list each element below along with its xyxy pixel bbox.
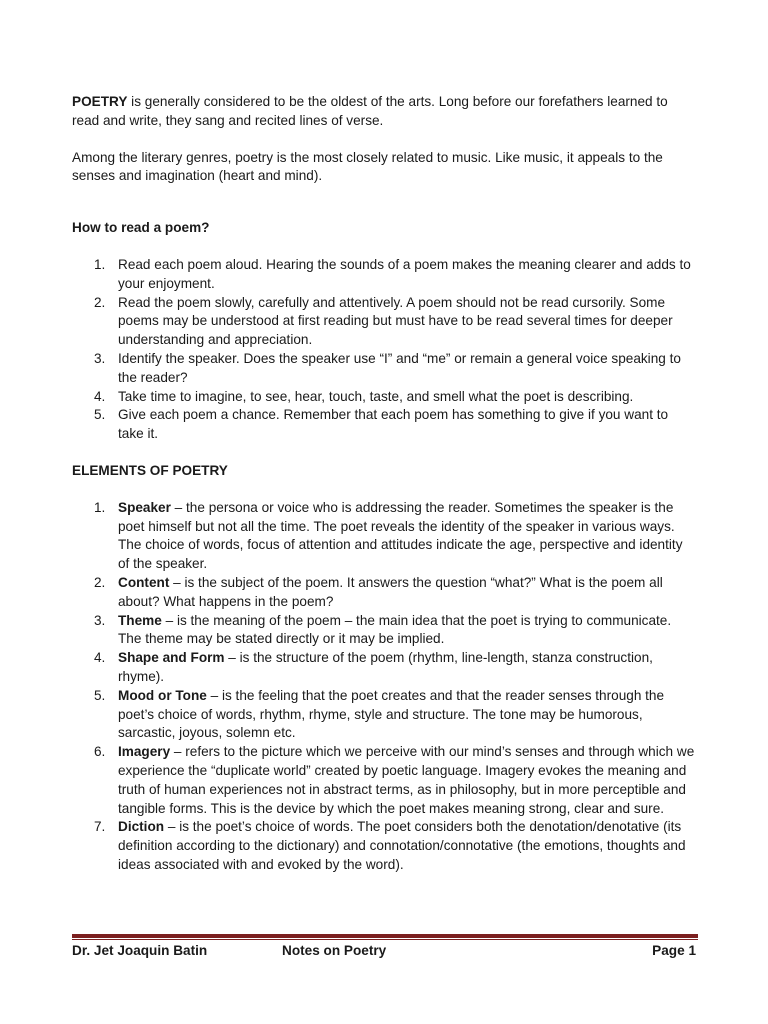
list-item [72, 350, 696, 388]
list-item [72, 406, 696, 444]
element-definition: – is the poet’s choice of words. The poet considers both the denotation/denotative (its definition according to the dictionary) and connotation/connotative (the emotions, thoughts and ideas associated with and evoked by the word). [118, 819, 686, 872]
footer-author: Dr. Jet Joaquin Batin [72, 943, 208, 958]
list-item-number: 4. [94, 388, 106, 404]
element-definition: – refers to the picture which we perceive with our mind’s senses and through which we experience the “duplicate world” created by poetic language. Imagery evokes the meaning and truth of human experiences not in abstract terms, as in philosophy, but in more perceptible and tangible forms. This is the device by which the poet makes meaning strong, clear and sure. [118, 744, 695, 816]
list-item-text: Identify the speaker. Does the speaker use “I” and “me” or remain a general voice speaking to the reader? [118, 350, 681, 385]
element-definition: – is the feeling that the poet creates and that the reader senses through the poet’s choice of words, rhythm, rhyme, style and structure. The tone may be humorous, sarcastic, joyous, solemn etc. [118, 687, 665, 741]
element-term: Content [118, 574, 170, 590]
element-definition: – is the subject of the poem. It answers the question “what?” What is the poem all about? What happens in the poem? [118, 574, 663, 609]
element-term: Shape and Form [118, 650, 225, 666]
list-item-text: Give each poem a chance. Remember that each poem has something to give if you want to take it. [118, 407, 669, 442]
intro-paragraph-1 [72, 93, 696, 131]
element-definition: – is the structure of the poem (rhythm, line-length, stanza construction, rhyme). [118, 650, 653, 684]
list-item [72, 388, 696, 407]
elements-list [72, 499, 696, 875]
footer-page-number: Page 1 [652, 943, 696, 958]
intro-paragraph-2: Among the literary genres, poetry is the most closely related to music. Like music, it appeals to the senses and imagination (heart and mind). [72, 149, 663, 184]
list-item-number: 5. [94, 407, 106, 423]
elements-heading: ELEMENTS OF POETRY [72, 462, 228, 478]
list-item [72, 256, 696, 294]
poetry-lead-word: POETRY [72, 94, 128, 109]
list-item-number: 3. [94, 612, 106, 628]
list-item-text: Take time to imagine, to see, hear, touch, taste, and smell what the poet is describing. [118, 388, 634, 404]
document-body [72, 93, 696, 875]
list-item-number: 2. [94, 294, 106, 310]
element-term: Theme [118, 612, 162, 628]
how-to-read-list [72, 256, 696, 444]
list-item [72, 687, 696, 743]
element-term: Imagery [118, 744, 171, 760]
list-item [72, 574, 696, 612]
list-item [72, 499, 696, 574]
list-item-number: 5. [94, 687, 106, 703]
list-item-number: 4. [94, 650, 106, 666]
element-definition: – is the meaning of the poem – the main idea that the poet is trying to communicate. The theme may be stated directly or it may be implied. [118, 612, 672, 647]
footer-rule [72, 934, 698, 938]
list-item-number: 7. [94, 819, 106, 835]
list-item-text: Read each poem aloud. Hearing the sounds of a poem makes the meaning clearer and adds to your enjoyment. [118, 256, 691, 291]
list-item [72, 294, 696, 350]
list-item-number: 2. [94, 574, 106, 590]
list-item [72, 743, 696, 818]
list-item-number: 6. [94, 744, 106, 760]
element-term: Diction [118, 819, 165, 835]
list-item-number: 3. [94, 350, 106, 366]
element-term: Speaker [118, 499, 171, 515]
list-item-number: 1. [94, 256, 106, 272]
element-definition: – the persona or voice who is addressing the reader. Sometimes the speaker is the poet himself but not all the time. The poet reveals the identity of the speaker in various ways. The choice of words, focus of attention and attitudes indicate the age, perspective and identity of the speaker. [118, 499, 683, 572]
list-item [72, 612, 696, 650]
list-item [72, 649, 696, 687]
list-item-number: 1. [94, 499, 106, 515]
element-term: Mood or Tone [118, 687, 207, 703]
footer-rule-thin [72, 939, 698, 940]
list-item-text: Read the poem slowly, carefully and attentively. A poem should not be read cursorily. Some poems may be understood at first reading but must have to be read several times for deeper understanding and appreciation. [118, 294, 673, 348]
footer-title: Notes on Poetry [282, 943, 387, 958]
list-item [72, 818, 696, 874]
intro-paragraph-1-text: is generally considered to be the oldest of the arts. Long before our forefathers learned to read and write, they sang and recited lines of verse. [72, 94, 668, 128]
how-to-read-heading: How to read a poem? [72, 220, 210, 236]
